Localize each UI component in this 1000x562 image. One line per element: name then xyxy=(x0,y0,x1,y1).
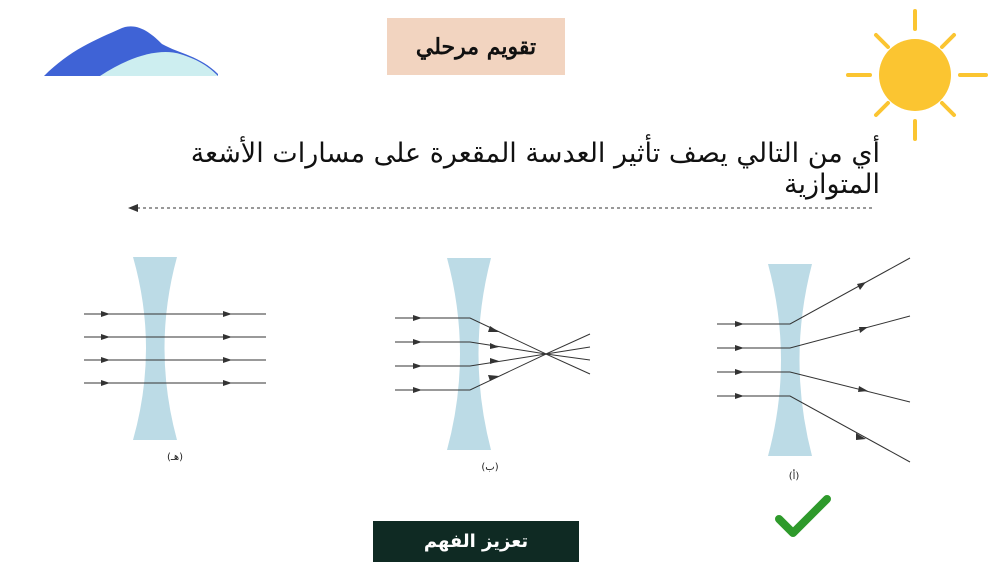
reinforce-understanding-label: تعزيز الفهم xyxy=(423,531,529,552)
check-icon xyxy=(775,493,835,543)
option-label-b: (ب) xyxy=(481,462,499,473)
page-title-text: تقويم مرحلي xyxy=(415,33,537,60)
option-label-a: (أ) xyxy=(788,471,800,482)
reinforce-understanding-button[interactable] xyxy=(373,521,579,562)
question-text: أي من التالي يصف تأثير العدسة المقعرة على مسارات الأشعة المتوازية xyxy=(190,138,880,200)
option-label-e: (هـ) xyxy=(166,452,183,463)
